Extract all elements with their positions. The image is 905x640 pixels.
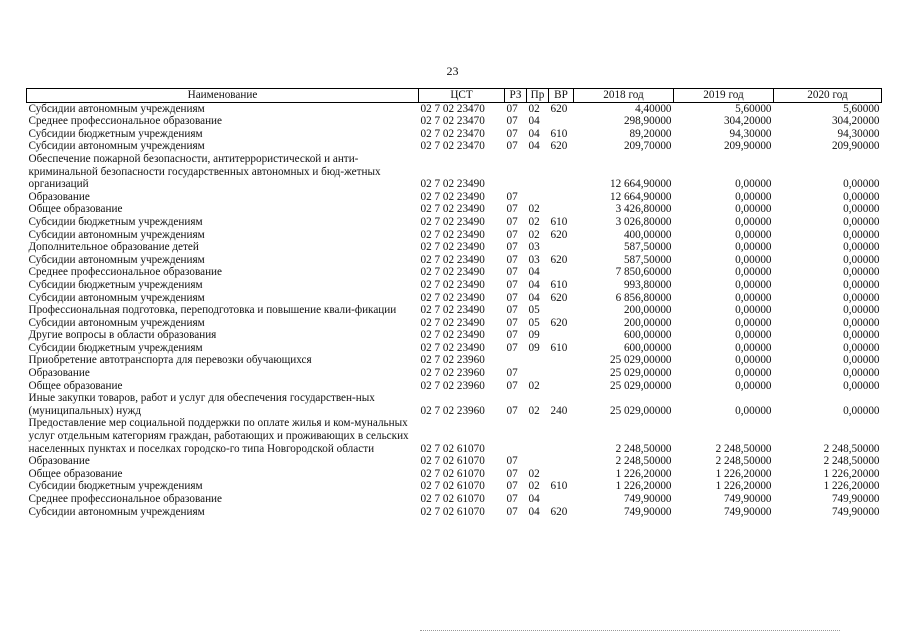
cell-pr: 04 bbox=[528, 115, 540, 128]
cell-rz: 07 bbox=[506, 379, 518, 392]
cell-rz: 07 bbox=[506, 228, 518, 241]
cell-2019: 0,00000 bbox=[735, 291, 772, 304]
cell-vr: 620 bbox=[550, 228, 568, 241]
cell-cst: 02 7 02 23470 bbox=[420, 140, 485, 153]
table-row bbox=[27, 329, 882, 342]
cell-2018: 2 248,50000 bbox=[615, 455, 672, 468]
cell-rz: 07 bbox=[506, 190, 518, 203]
cell-pr: 05 bbox=[528, 316, 540, 329]
cell-rz: 07 bbox=[506, 480, 518, 493]
cell-cst: 02 7 02 23490 bbox=[420, 215, 485, 228]
table-row bbox=[27, 292, 882, 305]
cell-2020: 2 248,50000 bbox=[823, 455, 880, 468]
table-row bbox=[27, 279, 882, 292]
cell-cst: 02 7 02 23490 bbox=[420, 228, 485, 241]
table-row bbox=[27, 191, 882, 204]
cell-2018: 749,90000 bbox=[623, 505, 672, 518]
cell-2018: 25 029,00000 bbox=[609, 354, 672, 367]
cell-cst: 02 7 02 23960 bbox=[420, 404, 485, 417]
cell-vr: 620 bbox=[550, 140, 568, 153]
cell-cst: 02 7 02 61070 bbox=[420, 442, 485, 455]
cell-rz: 07 bbox=[506, 329, 518, 342]
header-rz: РЗ bbox=[505, 89, 527, 103]
cell-2018: 600,00000 bbox=[623, 329, 672, 342]
cell-cst: 02 7 02 23960 bbox=[420, 354, 485, 367]
cell-2018: 25 029,00000 bbox=[609, 367, 672, 380]
cell-2019: 304,20000 bbox=[723, 115, 772, 128]
cell-name: Другие вопросы в области образования bbox=[28, 329, 217, 342]
cell-pr: 02 bbox=[528, 467, 540, 480]
cell-pr: 02 bbox=[528, 480, 540, 493]
cell-2018: 6 856,80000 bbox=[615, 291, 672, 304]
cell-2019: 0,00000 bbox=[735, 404, 772, 417]
cell-2019: 0,00000 bbox=[735, 354, 772, 367]
table-row bbox=[27, 493, 882, 506]
cell-2019: 0,00000 bbox=[735, 203, 772, 216]
page-number: 23 bbox=[446, 64, 459, 78]
cell-2018: 200,00000 bbox=[623, 316, 672, 329]
cell-rz: 07 bbox=[506, 203, 518, 216]
cell-2019: 0,00000 bbox=[735, 266, 772, 279]
cell-2018: 12 664,90000 bbox=[609, 178, 672, 191]
cell-vr bbox=[549, 304, 574, 317]
table-row bbox=[27, 128, 882, 141]
cell-vr: 620 bbox=[550, 102, 568, 115]
cell-2020: 94,30000 bbox=[837, 127, 880, 140]
cell-pr: 02 bbox=[528, 102, 540, 115]
cell-name: Субсидии бюджетным учреждениям bbox=[28, 278, 203, 291]
cell-rz: 07 bbox=[506, 341, 518, 354]
cell-pr: 04 bbox=[528, 291, 540, 304]
cell-vr bbox=[549, 241, 574, 254]
cell-pr bbox=[527, 417, 549, 455]
cell-cst: 02 7 02 23960 bbox=[420, 379, 485, 392]
cell-name: Субсидии автономным учреждениям bbox=[28, 291, 205, 304]
cell-2018: 749,90000 bbox=[623, 493, 672, 505]
table-row bbox=[27, 455, 882, 468]
table-row bbox=[27, 140, 882, 153]
cell-rz: 07 bbox=[506, 467, 518, 480]
table-row bbox=[27, 153, 882, 191]
cell-pr: 04 bbox=[528, 140, 540, 153]
cell-rz: 07 bbox=[506, 404, 518, 417]
cell-2018: 25 029,00000 bbox=[609, 379, 672, 392]
cell-vr: 620 bbox=[550, 253, 568, 266]
cell-2019: 0,00000 bbox=[735, 241, 772, 254]
cell-2018: 587,50000 bbox=[623, 253, 672, 266]
cell-2020: 0,00000 bbox=[843, 266, 880, 279]
cell-vr bbox=[549, 417, 574, 455]
cell-vr bbox=[549, 153, 574, 191]
cell-2018: 200,00000 bbox=[623, 304, 672, 317]
cell-2020: 0,00000 bbox=[843, 228, 880, 241]
cell-2020: 0,00000 bbox=[843, 404, 880, 417]
cell-name: Среднее профессиональное образование bbox=[28, 115, 223, 128]
cell-cst: 02 7 02 23490 bbox=[420, 203, 485, 216]
scan-artifact bbox=[420, 630, 840, 633]
cell-2019: 1 226,20000 bbox=[715, 480, 772, 493]
cell-2020: 0,00000 bbox=[843, 329, 880, 342]
cell-pr: 03 bbox=[528, 241, 540, 254]
table-row bbox=[27, 417, 882, 455]
cell-pr bbox=[527, 455, 549, 468]
table-header-row bbox=[27, 89, 882, 103]
cell-2020: 209,90000 bbox=[831, 140, 880, 153]
cell-name: Субсидии бюджетным учреждениям bbox=[28, 215, 203, 228]
cell-vr: 610 bbox=[550, 215, 568, 228]
cell-2018: 1 226,20000 bbox=[615, 467, 672, 480]
cell-pr: 09 bbox=[528, 329, 540, 342]
cell-cst: 02 7 02 61070 bbox=[420, 467, 485, 480]
cell-rz: 07 bbox=[506, 140, 518, 153]
cell-rz: 07 bbox=[506, 102, 518, 115]
cell-pr: 02 bbox=[528, 203, 540, 216]
cell-name: Субсидии автономным учреждениям bbox=[28, 316, 205, 329]
cell-cst: 02 7 02 23490 bbox=[420, 241, 485, 254]
cell-vr: 610 bbox=[550, 341, 568, 354]
cell-rz: 07 bbox=[506, 253, 518, 266]
cell-vr bbox=[549, 354, 574, 367]
cell-2020: 0,00000 bbox=[843, 241, 880, 254]
cell-pr bbox=[527, 191, 549, 204]
table-row bbox=[27, 392, 882, 417]
cell-2018: 89,20000 bbox=[629, 127, 672, 140]
cell-2019: 94,30000 bbox=[729, 127, 772, 140]
cell-cst: 02 7 02 23490 bbox=[420, 190, 485, 203]
cell-2018: 2 248,50000 bbox=[615, 442, 672, 455]
cell-cst: 02 7 02 23470 bbox=[420, 127, 485, 140]
cell-vr bbox=[549, 329, 574, 342]
cell-rz: 07 bbox=[506, 505, 518, 518]
table-body bbox=[27, 102, 882, 518]
header-cst: ЦСТ bbox=[419, 89, 505, 103]
cell-name: Среднее профессиональное образование bbox=[28, 266, 223, 279]
cell-rz: 07 bbox=[506, 367, 518, 380]
cell-name: Субсидии автономным учреждениям bbox=[28, 228, 205, 241]
cell-2019: 0,00000 bbox=[735, 190, 772, 203]
cell-cst: 02 7 02 23490 bbox=[420, 253, 485, 266]
cell-2019: 0,00000 bbox=[735, 329, 772, 342]
cell-cst: 02 7 02 23470 bbox=[420, 102, 485, 115]
cell-pr: 04 bbox=[528, 505, 540, 518]
table-row bbox=[27, 304, 882, 317]
cell-name: Образование bbox=[28, 455, 90, 468]
cell-name: Субсидии бюджетным учреждениям bbox=[28, 341, 203, 354]
header-vr: ВР bbox=[549, 89, 574, 103]
cell-2019: 2 248,50000 bbox=[715, 455, 772, 468]
cell-2020: 1 226,20000 bbox=[823, 480, 880, 493]
cell-cst: 02 7 02 23490 bbox=[420, 291, 485, 304]
cell-pr: 09 bbox=[528, 341, 540, 354]
cell-vr: 620 bbox=[550, 316, 568, 329]
cell-name: Субсидии бюджетным учреждениям bbox=[28, 127, 203, 140]
cell-name: Иные закупки товаров, работ и услуг для обеспечения государствен-ных (муниципальных) нужд bbox=[28, 392, 375, 417]
cell-rz: 07 bbox=[506, 241, 518, 254]
cell-rz bbox=[505, 354, 527, 367]
cell-name: Общее образование bbox=[28, 379, 123, 392]
table-row bbox=[27, 229, 882, 242]
cell-2020: 0,00000 bbox=[843, 278, 880, 291]
cell-vr bbox=[549, 115, 574, 128]
cell-2020: 0,00000 bbox=[843, 203, 880, 216]
cell-rz: 07 bbox=[506, 493, 518, 505]
cell-name: Субсидии автономным учреждениям bbox=[28, 505, 205, 518]
cell-cst: 02 7 02 61070 bbox=[420, 493, 485, 505]
budget-table bbox=[26, 88, 882, 518]
cell-name: Образование bbox=[28, 367, 90, 380]
cell-cst: 02 7 02 23960 bbox=[420, 367, 485, 380]
cell-rz: 07 bbox=[506, 455, 518, 468]
cell-rz: 07 bbox=[506, 115, 518, 128]
table-row bbox=[27, 115, 882, 128]
cell-name: Субсидии бюджетным учреждениям bbox=[28, 480, 203, 493]
cell-name: Приобретение автотранспорта для перевозки обучающихся bbox=[28, 354, 312, 367]
cell-name: Дополнительное образование детей bbox=[28, 241, 199, 254]
cell-name: Субсидии автономным учреждениям bbox=[28, 102, 205, 115]
cell-vr: 620 bbox=[550, 505, 568, 518]
cell-pr: 04 bbox=[528, 127, 540, 140]
cell-pr: 02 bbox=[528, 404, 540, 417]
cell-vr bbox=[549, 191, 574, 204]
cell-name: Субсидии автономным учреждениям bbox=[28, 140, 205, 153]
table-row bbox=[27, 254, 882, 267]
cell-2020: 0,00000 bbox=[843, 291, 880, 304]
cell-pr: 02 bbox=[528, 379, 540, 392]
cell-pr: 04 bbox=[528, 493, 540, 505]
cell-cst: 02 7 02 23490 bbox=[420, 178, 485, 191]
cell-2020: 0,00000 bbox=[843, 215, 880, 228]
cell-2019: 0,00000 bbox=[735, 304, 772, 317]
table-row bbox=[27, 468, 882, 481]
cell-rz: 07 bbox=[506, 278, 518, 291]
cell-rz: 07 bbox=[506, 316, 518, 329]
cell-2018: 25 029,00000 bbox=[609, 404, 672, 417]
cell-rz: 07 bbox=[506, 215, 518, 228]
cell-rz: 07 bbox=[506, 266, 518, 279]
table-row bbox=[27, 241, 882, 254]
cell-2018: 298,90000 bbox=[623, 115, 672, 128]
cell-2019: 0,00000 bbox=[735, 178, 772, 191]
cell-2020: 749,90000 bbox=[831, 493, 880, 505]
cell-2020: 1 226,20000 bbox=[823, 467, 880, 480]
cell-2020: 304,20000 bbox=[831, 115, 880, 128]
cell-2018: 3 426,80000 bbox=[615, 203, 672, 216]
cell-2018: 209,70000 bbox=[623, 140, 672, 153]
cell-2019: 0,00000 bbox=[735, 341, 772, 354]
table-row bbox=[27, 506, 882, 519]
cell-vr: 610 bbox=[550, 278, 568, 291]
header-name: Наименование bbox=[27, 89, 419, 103]
cell-2019: 0,00000 bbox=[735, 215, 772, 228]
cell-vr bbox=[549, 493, 574, 506]
cell-2018: 3 026,80000 bbox=[615, 215, 672, 228]
table-row bbox=[27, 354, 882, 367]
cell-2020: 0,00000 bbox=[843, 367, 880, 380]
cell-2019: 2 248,50000 bbox=[715, 442, 772, 455]
table-row bbox=[27, 342, 882, 355]
cell-pr: 05 bbox=[528, 304, 540, 317]
cell-pr: 03 bbox=[528, 253, 540, 266]
cell-2020: 5,60000 bbox=[843, 102, 880, 115]
cell-2019: 1 226,20000 bbox=[715, 467, 772, 480]
cell-2019: 0,00000 bbox=[735, 316, 772, 329]
cell-vr bbox=[549, 380, 574, 393]
table-row bbox=[27, 367, 882, 380]
cell-pr: 04 bbox=[528, 278, 540, 291]
cell-2020: 0,00000 bbox=[843, 341, 880, 354]
cell-name: Общее образование bbox=[28, 203, 123, 216]
cell-vr bbox=[549, 468, 574, 481]
cell-2020: 0,00000 bbox=[843, 354, 880, 367]
cell-vr: 620 bbox=[550, 291, 568, 304]
cell-2019: 0,00000 bbox=[735, 253, 772, 266]
cell-rz: 07 bbox=[506, 127, 518, 140]
cell-rz: 07 bbox=[506, 304, 518, 317]
cell-2019: 0,00000 bbox=[735, 367, 772, 380]
cell-2019: 0,00000 bbox=[735, 379, 772, 392]
cell-2020: 0,00000 bbox=[843, 316, 880, 329]
cell-rz: 07 bbox=[506, 291, 518, 304]
table-row bbox=[27, 203, 882, 216]
cell-pr: 02 bbox=[528, 228, 540, 241]
cell-vr: 610 bbox=[550, 127, 568, 140]
table-row bbox=[27, 266, 882, 279]
cell-pr: 04 bbox=[528, 266, 540, 279]
cell-cst: 02 7 02 61070 bbox=[420, 455, 485, 468]
cell-2018: 993,80000 bbox=[623, 278, 672, 291]
cell-cst: 02 7 02 61070 bbox=[420, 505, 485, 518]
cell-2018: 587,50000 bbox=[623, 241, 672, 254]
cell-name: Среднее профессиональное образование bbox=[28, 493, 223, 505]
cell-cst: 02 7 02 23490 bbox=[420, 278, 485, 291]
cell-vr bbox=[549, 266, 574, 279]
cell-vr bbox=[549, 455, 574, 468]
cell-2020: 0,00000 bbox=[843, 190, 880, 203]
cell-vr bbox=[549, 367, 574, 380]
cell-2018: 1 226,20000 bbox=[615, 480, 672, 493]
cell-pr bbox=[527, 354, 549, 367]
table-row bbox=[27, 317, 882, 330]
table-row bbox=[27, 380, 882, 393]
cell-name: Обеспечение пожарной безопасности, антитеррористической и анти-криминальной безопасности государственных автономных и бюд-жетных организаций bbox=[28, 152, 381, 191]
table-row bbox=[27, 216, 882, 229]
cell-vr: 610 bbox=[550, 480, 568, 493]
cell-2019: 749,90000 bbox=[723, 493, 772, 505]
header-2019: 2019 год bbox=[674, 89, 774, 103]
cell-2019: 5,60000 bbox=[735, 102, 772, 115]
cell-vr: 240 bbox=[550, 404, 568, 417]
cell-name: Образование bbox=[28, 190, 90, 203]
header-2018: 2018 год bbox=[574, 89, 674, 103]
cell-cst: 02 7 02 61070 bbox=[420, 480, 485, 493]
cell-2019: 0,00000 bbox=[735, 228, 772, 241]
cell-rz bbox=[505, 417, 527, 455]
cell-rz bbox=[505, 153, 527, 191]
cell-name: Профессиональная подготовка, переподготовка и повышение квали-фикации bbox=[28, 304, 397, 317]
cell-cst: 02 7 02 23490 bbox=[420, 341, 485, 354]
cell-2019: 0,00000 bbox=[735, 278, 772, 291]
cell-pr: 02 bbox=[528, 215, 540, 228]
header-pr: Пр bbox=[527, 89, 549, 103]
cell-name: Предоставление мер социальной поддержки по оплате жилья и ком-мунальных услуг отдельным категориям граждан, работающих и проживающих в сельских населенных пунктах и поселках городско-го типа Новгородской области bbox=[28, 417, 409, 455]
cell-2018: 12 664,90000 bbox=[609, 190, 672, 203]
cell-2018: 400,00000 bbox=[623, 228, 672, 241]
cell-2018: 600,00000 bbox=[623, 341, 672, 354]
cell-name: Субсидии автономным учреждениям bbox=[28, 253, 205, 266]
cell-2018: 4,40000 bbox=[635, 102, 672, 115]
cell-cst: 02 7 02 23490 bbox=[420, 316, 485, 329]
header-2020: 2020 год bbox=[774, 89, 882, 103]
cell-pr bbox=[527, 153, 549, 191]
cell-2020: 0,00000 bbox=[843, 304, 880, 317]
cell-2020: 749,90000 bbox=[831, 505, 880, 518]
table-row bbox=[27, 480, 882, 493]
cell-cst: 02 7 02 23490 bbox=[420, 304, 485, 317]
cell-2020: 2 248,50000 bbox=[823, 442, 880, 455]
cell-2018: 7 850,60000 bbox=[615, 266, 672, 279]
cell-name: Общее образование bbox=[28, 467, 123, 480]
cell-2020: 0,00000 bbox=[843, 178, 880, 191]
cell-cst: 02 7 02 23490 bbox=[420, 266, 485, 279]
cell-2019: 209,90000 bbox=[723, 140, 772, 153]
table-row bbox=[27, 102, 882, 115]
cell-2020: 0,00000 bbox=[843, 379, 880, 392]
cell-pr bbox=[527, 367, 549, 380]
cell-cst: 02 7 02 23490 bbox=[420, 329, 485, 342]
cell-cst: 02 7 02 23470 bbox=[420, 115, 485, 128]
cell-vr bbox=[549, 203, 574, 216]
cell-2019: 749,90000 bbox=[723, 505, 772, 518]
cell-2020: 0,00000 bbox=[843, 253, 880, 266]
